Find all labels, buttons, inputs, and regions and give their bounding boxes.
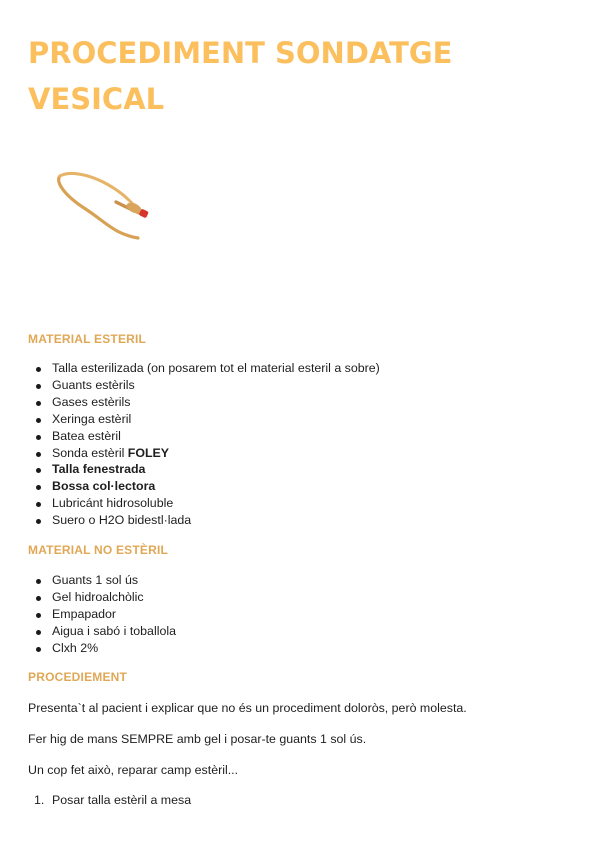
list-item: Suero o H2O bidestl·lada bbox=[34, 512, 380, 529]
step-text: Posar talla estèril a mesa bbox=[52, 793, 192, 807]
non-sterile-material-list bbox=[34, 572, 176, 657]
section-heading-procediment: PROCEDIEMENT bbox=[28, 670, 128, 684]
list-item: Bossa col·lectora bbox=[34, 478, 380, 495]
list-item: Guants 1 sol ús bbox=[34, 572, 176, 589]
procedure-paragraph: Presenta`t al pacient i explicar que no és un procediment doloròs, però molesta. bbox=[28, 701, 467, 715]
list-item: Lubricánt hidrosoluble bbox=[34, 495, 380, 512]
list-item: Talla fenestrada bbox=[34, 461, 380, 478]
list-item: Xeringa estèril bbox=[34, 411, 380, 428]
step-item bbox=[34, 792, 191, 809]
list-item: Guants estèrils bbox=[34, 377, 380, 394]
list-item: Aigua i sabó i toballola bbox=[34, 623, 176, 640]
list-item: Batea estèril bbox=[34, 428, 380, 445]
list-item: Talla esterilizada (on posarem tot el material esteril a sobre) bbox=[34, 360, 380, 377]
list-item: Sonda estèril FOLEY bbox=[34, 445, 380, 462]
sterile-material-list bbox=[34, 360, 380, 529]
list-item: Gel hidroalchòlic bbox=[34, 589, 176, 606]
procedure-paragraph: Un cop fet això, reparar camp estèril... bbox=[28, 763, 239, 777]
procedure-paragraph: Fer hig de mans SEMPRE amb gel i posar-te guants 1 sol ús. bbox=[28, 732, 367, 746]
foley-catheter-image bbox=[54, 168, 158, 248]
list-item: Gases estèrils bbox=[34, 394, 380, 411]
section-heading-material-esteril: MATERIAL ESTERIL bbox=[28, 332, 147, 346]
step-number: 1. bbox=[34, 793, 45, 807]
list-item: Empapador bbox=[34, 606, 176, 623]
page-title: PROCEDIMENT SONDATGE VESICAL bbox=[28, 36, 453, 116]
list-item: Clxh 2% bbox=[34, 640, 176, 657]
procedure-steps-list bbox=[34, 792, 191, 809]
section-heading-material-no-esteril: MATERIAL NO ESTÈRIL bbox=[28, 543, 169, 557]
